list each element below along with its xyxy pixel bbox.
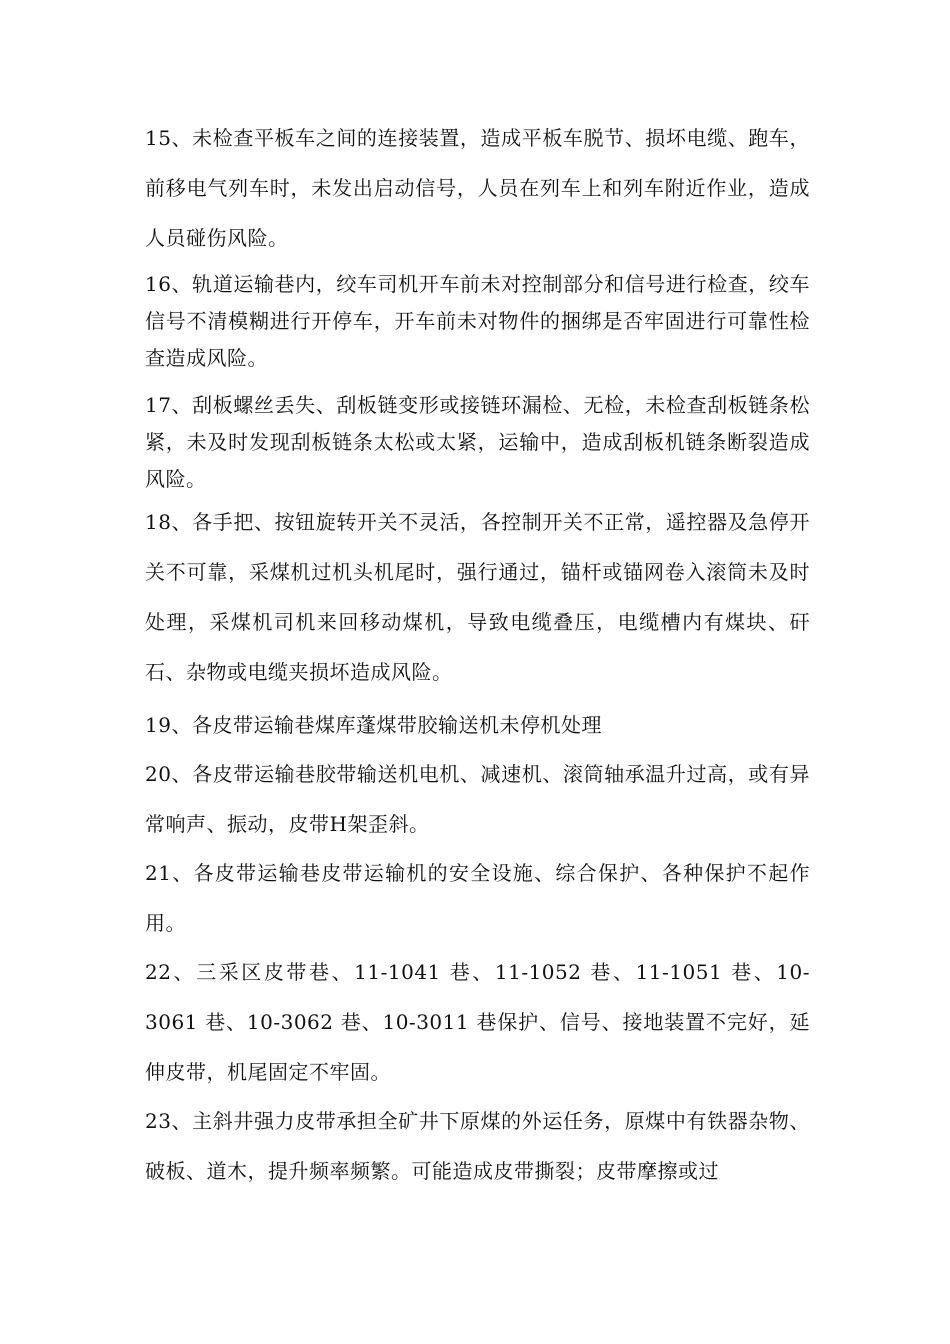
paragraph-item-18: 18、各手把、按钮旋转开关不灵活，各控制开关不正常，遥控器及急停开关不可靠，采煤机过机头机尾时，强行通过，锚杆或锚网卷入滚筒未及时处理，采煤机司机来回移动煤机，导致电缆叠压，电缆槽内有煤块、矸石、杂物或电缆夹损坏造成风险。 [145,510,810,684]
paragraph-item-21: 21、各皮带运输巷皮带运输机的安全设施、综合保护、各种保护不起作用。 [145,861,810,935]
paragraph-item-23: 23、主斜井强力皮带承担全矿井下原煤的外运任务，原煤中有铁器杂物、破板、道木，提升频率频繁。可能造成皮带撕裂；皮带摩擦或过 [145,1109,810,1183]
paragraph-item-16: 16、轨道运输巷内，绞车司机开车前未对控制部分和信号进行检查，绞车信号不清模糊进行开停车，开车前未对物件的捆绑是否牢固进行可靠性检查造成风险。 [145,272,810,370]
paragraph-item-22: 22、三采区皮带巷、11-1041 巷、11-1052 巷、11-1051 巷、10-3061 巷、10-3062 巷、10-3011 巷保护、信号、接地装置不完好，延伸皮带，机尾固定不牢固。 [145,960,810,1084]
paragraph-item-19: 19、各皮带运输巷煤库蓬煤带胶输送机未停机处理 [145,713,602,737]
paragraph-item-17: 17、刮板螺丝丢失、刮板链变形或接链环漏检、无检，未检查刮板链条松紧，未及时发现刮板链条太松或太紧，运输中，造成刮板机链条断裂造成风险。 [145,393,810,491]
paragraph-item-20: 20、各皮带运输巷胶带输送机电机、减速机、滚筒轴承温升过高，或有异常响声、振动，皮带H架歪斜。 [145,762,810,836]
paragraph-item-15: 15、未检查平板车之间的连接装置，造成平板车脱节、损坏电缆、跑车，前移电气列车时，未发出启动信号，人员在列车上和列车附近作业，造成人员碰伤风险。 [145,126,810,250]
